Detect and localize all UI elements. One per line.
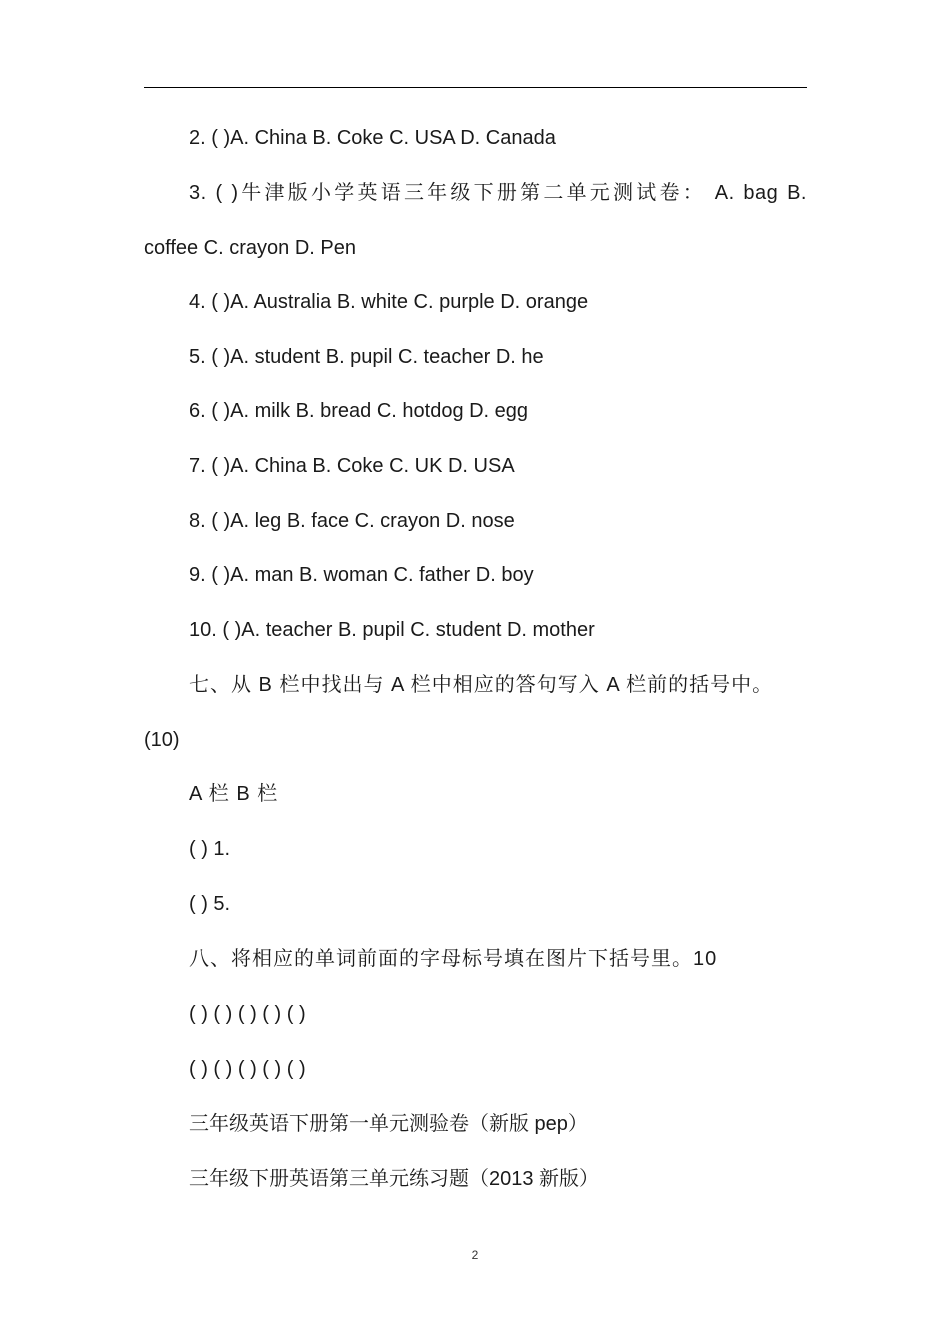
question-3: 3. ( )牛津版小学英语三年级下册第二单元测试卷： A. bag B. [189,182,807,204]
match-item-1: ( ) 1. [189,838,231,860]
question-10: 10. ( )A. teacher B. pupil C. student D. mother [189,619,595,641]
picture-blanks-row-1: ( ) ( ) ( ) ( ) ( ) [189,1003,306,1025]
section-7-score: (10) [144,729,180,751]
column-headers: A 栏 B 栏 [189,783,279,805]
section-8-heading: 八、将相应的单词前面的字母标号填在图片下括号里。10 [189,948,718,970]
question-3-continued: coffee C. crayon D. Pen [144,237,356,259]
question-5: 5. ( )A. student B. pupil C. teacher D. he [189,346,544,368]
question-6: 6. ( )A. milk B. bread C. hotdog D. egg [189,400,529,422]
header-rule [144,87,807,88]
question-8: 8. ( )A. leg B. face C. crayon D. nose [189,510,515,532]
section-7-heading: 七、从 B 栏中找出与 A 栏中相应的答句写入 A 栏前的括号中。 [189,674,774,696]
question-4: 4. ( )A. Australia B. white C. purple D. orange [189,291,589,313]
related-link-1: 三年级英语下册第一单元测验卷（新版 pep） [189,1113,588,1135]
question-9: 9. ( )A. man B. woman C. father D. boy [189,564,534,586]
related-link-2: 三年级下册英语第三单元练习题（2013 新版） [189,1168,600,1190]
question-2: 2. ( )A. China B. Coke C. USA D. Canada [189,127,556,149]
page-number: 2 [471,1248,479,1262]
match-item-5: ( ) 5. [189,893,231,915]
picture-blanks-row-2: ( ) ( ) ( ) ( ) ( ) [189,1058,306,1080]
question-7: 7. ( )A. China B. Coke C. UK D. USA [189,455,515,477]
